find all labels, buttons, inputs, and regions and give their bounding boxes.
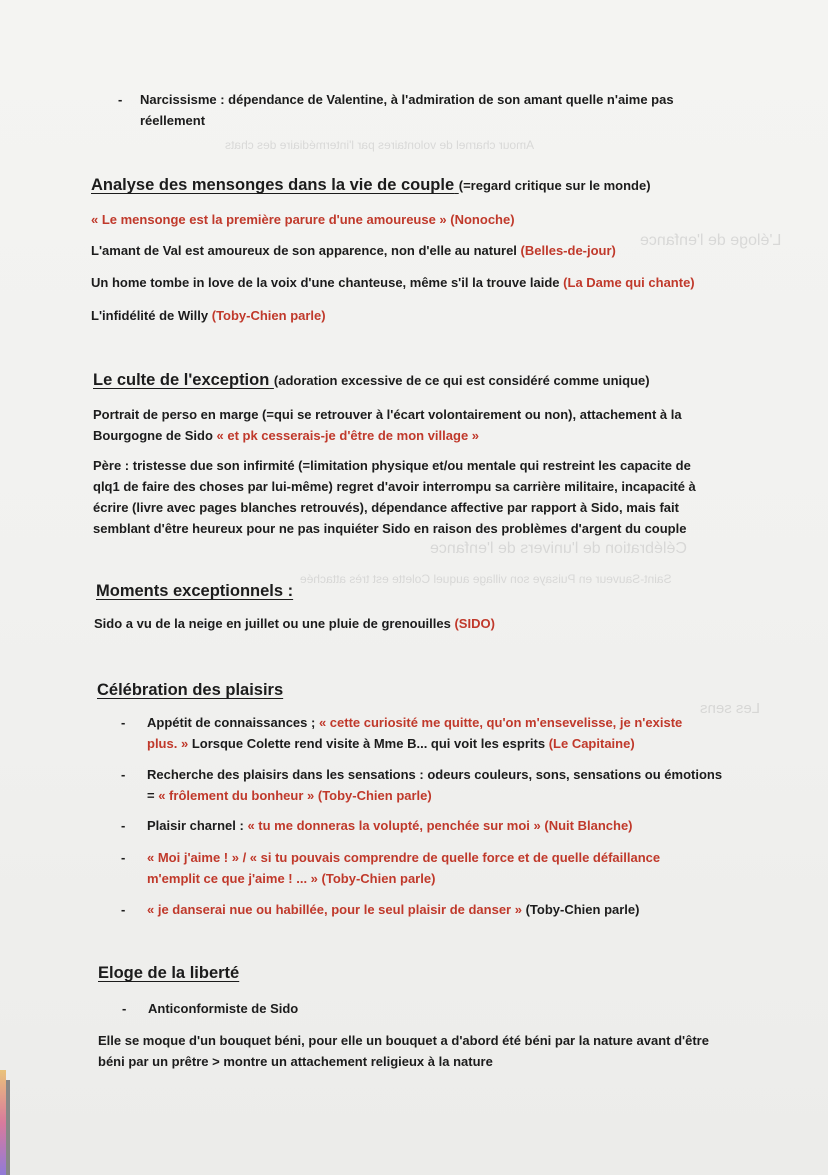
section-title-mensonges — [91, 176, 651, 195]
bullet-dash: - — [121, 902, 126, 917]
heading-text: Le culte de l'exception — [93, 371, 270, 389]
reference: (La Dame qui chante) — [563, 275, 695, 290]
show-through-text: Saint-Sauveur en Puisaye son village auquel Colette est très attachée — [300, 572, 672, 586]
line-text: L'amant de Val est amoureux de son apparence, non d'elle au naturel — [91, 243, 517, 258]
section-title-culte — [93, 371, 650, 390]
show-through-text: Amour charnel de volontaires par l'intermédiaire des chats — [225, 138, 535, 152]
text-line — [91, 240, 616, 261]
section-title-moments: Moments exceptionnels : — [96, 582, 294, 600]
heading-text: Analyse des mensonges dans la vie de couple — [91, 176, 455, 194]
item-text: Plaisir charnel : — [147, 818, 244, 833]
intro-item: Narcissisme : dépendance de Valentine, à l'admiration de son amant quelle n'aime pas réellement — [140, 92, 674, 128]
bullet-dash: - — [121, 850, 126, 865]
reference: (Nuit Blanche) — [544, 818, 633, 833]
paragraph: Elle se moque d'un bouquet béni, pour elle un bouquet a d'abord été béni par la nature avant d'être béni par un prêtre > montre un attachement religieux à la nature — [98, 1033, 709, 1069]
heading-subtitle: (adoration excessive de ce qui est considéré comme unique) — [273, 373, 650, 388]
bullet-dash: - — [122, 1001, 127, 1016]
section-title-liberte: Eloge de la liberté — [98, 964, 240, 982]
quote: « cette curiosité me quitte, qu'on m'ensevelisse, je n'existe plus. » — [147, 715, 683, 751]
line-text: L'infidélité de Willy — [91, 308, 209, 323]
reference: (Toby-Chien parle) — [211, 308, 326, 323]
quote: « tu me donneras la volupté, penchée sur moi » — [247, 818, 541, 833]
list-item — [147, 899, 707, 920]
line-text: Un home tombe in love de la voix d'une chanteuse, même s'il la trouve laide — [91, 275, 560, 290]
bullet-dash: - — [121, 818, 126, 833]
heading-subtitle: (=regard critique sur le monde) — [458, 178, 651, 193]
reference: (SIDO) — [454, 616, 495, 631]
item-text: Lorsque Colette rend visite à Mme B... qui voit les esprits — [191, 736, 546, 751]
reference: (Le Capitaine) — [548, 736, 635, 751]
section-title-plaisirs: Célébration des plaisirs — [97, 681, 284, 699]
paragraph-text: Portrait de perso en marge (=qui se retrouver à l'écart volontairement ou non), attachement à la Bourgogne de Sido — [93, 407, 682, 443]
bullet-dash: - — [121, 767, 126, 782]
quote-line: « Le mensonge est la première parure d'une amoureuse » (Nonoche) — [91, 212, 515, 227]
text-line — [94, 613, 495, 634]
quote: « et pk cesserais-je d'être de mon village » — [216, 428, 480, 443]
quote: « frôlement du bonheur » — [158, 788, 315, 803]
reference: (Toby-Chien parle) — [317, 788, 432, 803]
show-through-text: Les sens — [700, 700, 761, 717]
list-item — [147, 847, 707, 889]
bullet-dash: - — [118, 92, 123, 107]
list-item: Anticonformiste de Sido — [148, 1001, 299, 1016]
show-through-text: L'éloge de l'enfance — [640, 232, 782, 249]
item-text: Recherche des plaisirs dans les sensations : odeurs couleurs, sons, sensations ou émotions = — [147, 767, 723, 803]
photo-edge-shadow — [6, 1080, 10, 1175]
show-through-text: Célébration de l'univers de l'enfance — [430, 540, 687, 557]
reference: (Toby-Chien parle) — [321, 871, 436, 886]
item-text: Appétit de connaissances ; — [147, 715, 316, 730]
item-text: (Toby-Chien parle) — [525, 902, 640, 917]
quote: « je danserai nue ou habillée, pour le seul plaisir de danser » — [147, 902, 522, 917]
list-item — [147, 764, 727, 806]
text-line — [91, 272, 695, 293]
list-item — [147, 712, 707, 754]
paragraph: Père : tristesse due son infirmité (=limitation physique et/ou mentale qui restreint les capacite de qlq1 de faire des choses par lui-même) regret d'avoir interrompu sa carrière militaire, incapacité à écrire (livre avec pages blanches retrouvés), dépendance affective par rapport à Sido, mais fait semblant d'être heureux pour ne pas inquiéter Sido en raison des problèmes d'argent du couple — [93, 458, 696, 536]
text-line — [91, 305, 326, 326]
quote: « Moi j'aime ! » / « si tu pouvais comprendre de quelle force et de quelle défaillance m'emplit ce que j'aime ! ... » — [147, 850, 661, 886]
line-text: Sido a vu de la neige en juillet ou une pluie de grenouilles — [94, 616, 451, 631]
reference: (Belles-de-jour) — [520, 243, 616, 258]
paragraph — [93, 404, 703, 446]
list-item — [147, 815, 707, 836]
bullet-dash: - — [121, 715, 126, 730]
